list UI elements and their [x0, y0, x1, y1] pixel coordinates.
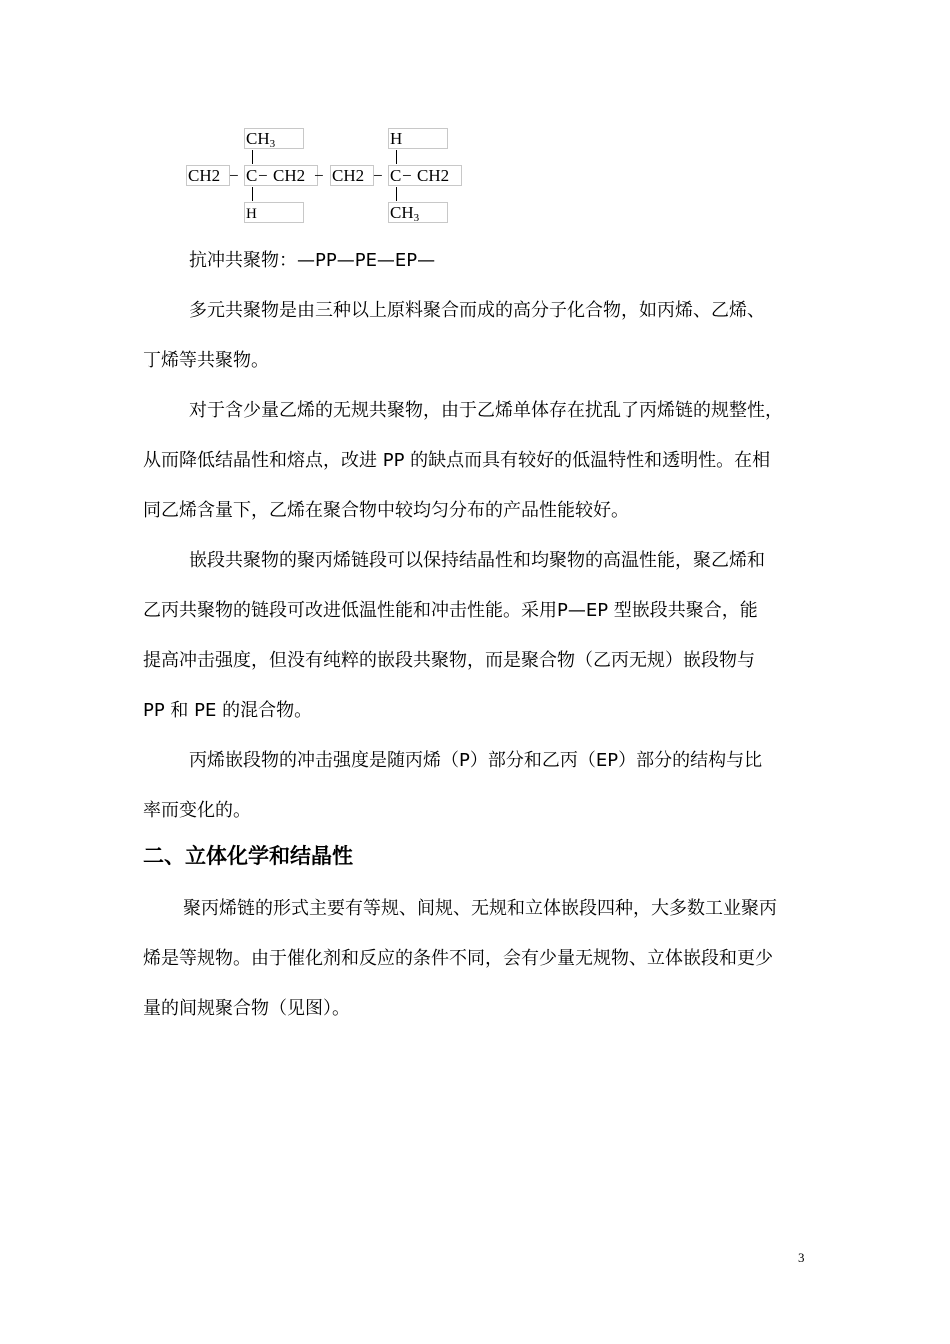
chain-c-2: C: [390, 166, 402, 185]
chain-ch2-1: CH2: [188, 166, 221, 185]
bond-down-left: [252, 187, 253, 201]
page-number: 3: [798, 1250, 805, 1265]
bond-dash: −: [229, 166, 239, 185]
chemical-structure-diagram: [186, 128, 476, 228]
paragraph-block-copolymer: 嵌段共聚物的聚丙烯链段可以保持结晶性和均聚物的高温性能，聚乙烯和 乙丙共聚物的链段可改进低温性能和冲击性能。采用P—EP 型嵌段共聚合，能 提高冲击强度，但没有纯粹的嵌段共聚物，而是聚合物（乙丙无规）嵌段物与 PP 和 PE 的混合物。: [143, 550, 765, 721]
chain-ch2-3: CH2: [332, 166, 365, 185]
top-left-substituent: $CH_3$: [246, 129, 276, 150]
paragraph-multi-copolymer: 多元共聚物是由三种以上原料聚合而成的高分子化合物，如丙烯、乙烯、 丁烯等共聚物。: [143, 300, 765, 371]
bottom-right-substituent: $CH_3$: [390, 203, 420, 224]
bond-down-right: [396, 187, 397, 201]
chain-ch2-2: CH2: [273, 166, 306, 185]
bond-up-right: [396, 150, 397, 164]
paragraph-impact-strength: 丙烯嵌段物的冲击强度是随丙烯（P）部分和乙丙（EP）部分的结构与比 率而变化的。: [143, 750, 763, 821]
chain-c-1: C: [246, 166, 258, 185]
bond-dash: −: [258, 166, 268, 185]
top-right-substituent: H: [390, 129, 403, 148]
impact-copolymer-line: 抗冲共聚物：—PP—PE—EP—: [189, 250, 436, 271]
chain-ch2-4: CH2: [417, 166, 450, 185]
paragraph-stereochemistry: 聚丙烯链的形式主要有等规、间规、无规和立体嵌段四种，大多数工业聚丙 烯是等规物。由于催化剂和反应的条件不同，会有少量无规物、立体嵌段和更少 量的间规聚合物（见图）。: [143, 898, 777, 1019]
section-heading: 二、立体化学和结晶性: [143, 844, 353, 868]
bond-dash: −: [402, 166, 412, 185]
bottom-left-substituent: H: [246, 206, 257, 222]
bond-dash: −: [373, 166, 383, 185]
paragraph-random-copolymer: 对于含少量乙烯的无规共聚物，由于乙烯单体存在扰乱了丙烯链的规整性， 从而降低结晶性和熔点，改进 PP 的缺点而具有较好的低温特性和透明性。在相 同乙烯含量下，乙烯在聚合物中较均匀分布的产品性能较好。: [143, 400, 783, 521]
bond-dash: −: [314, 166, 324, 185]
